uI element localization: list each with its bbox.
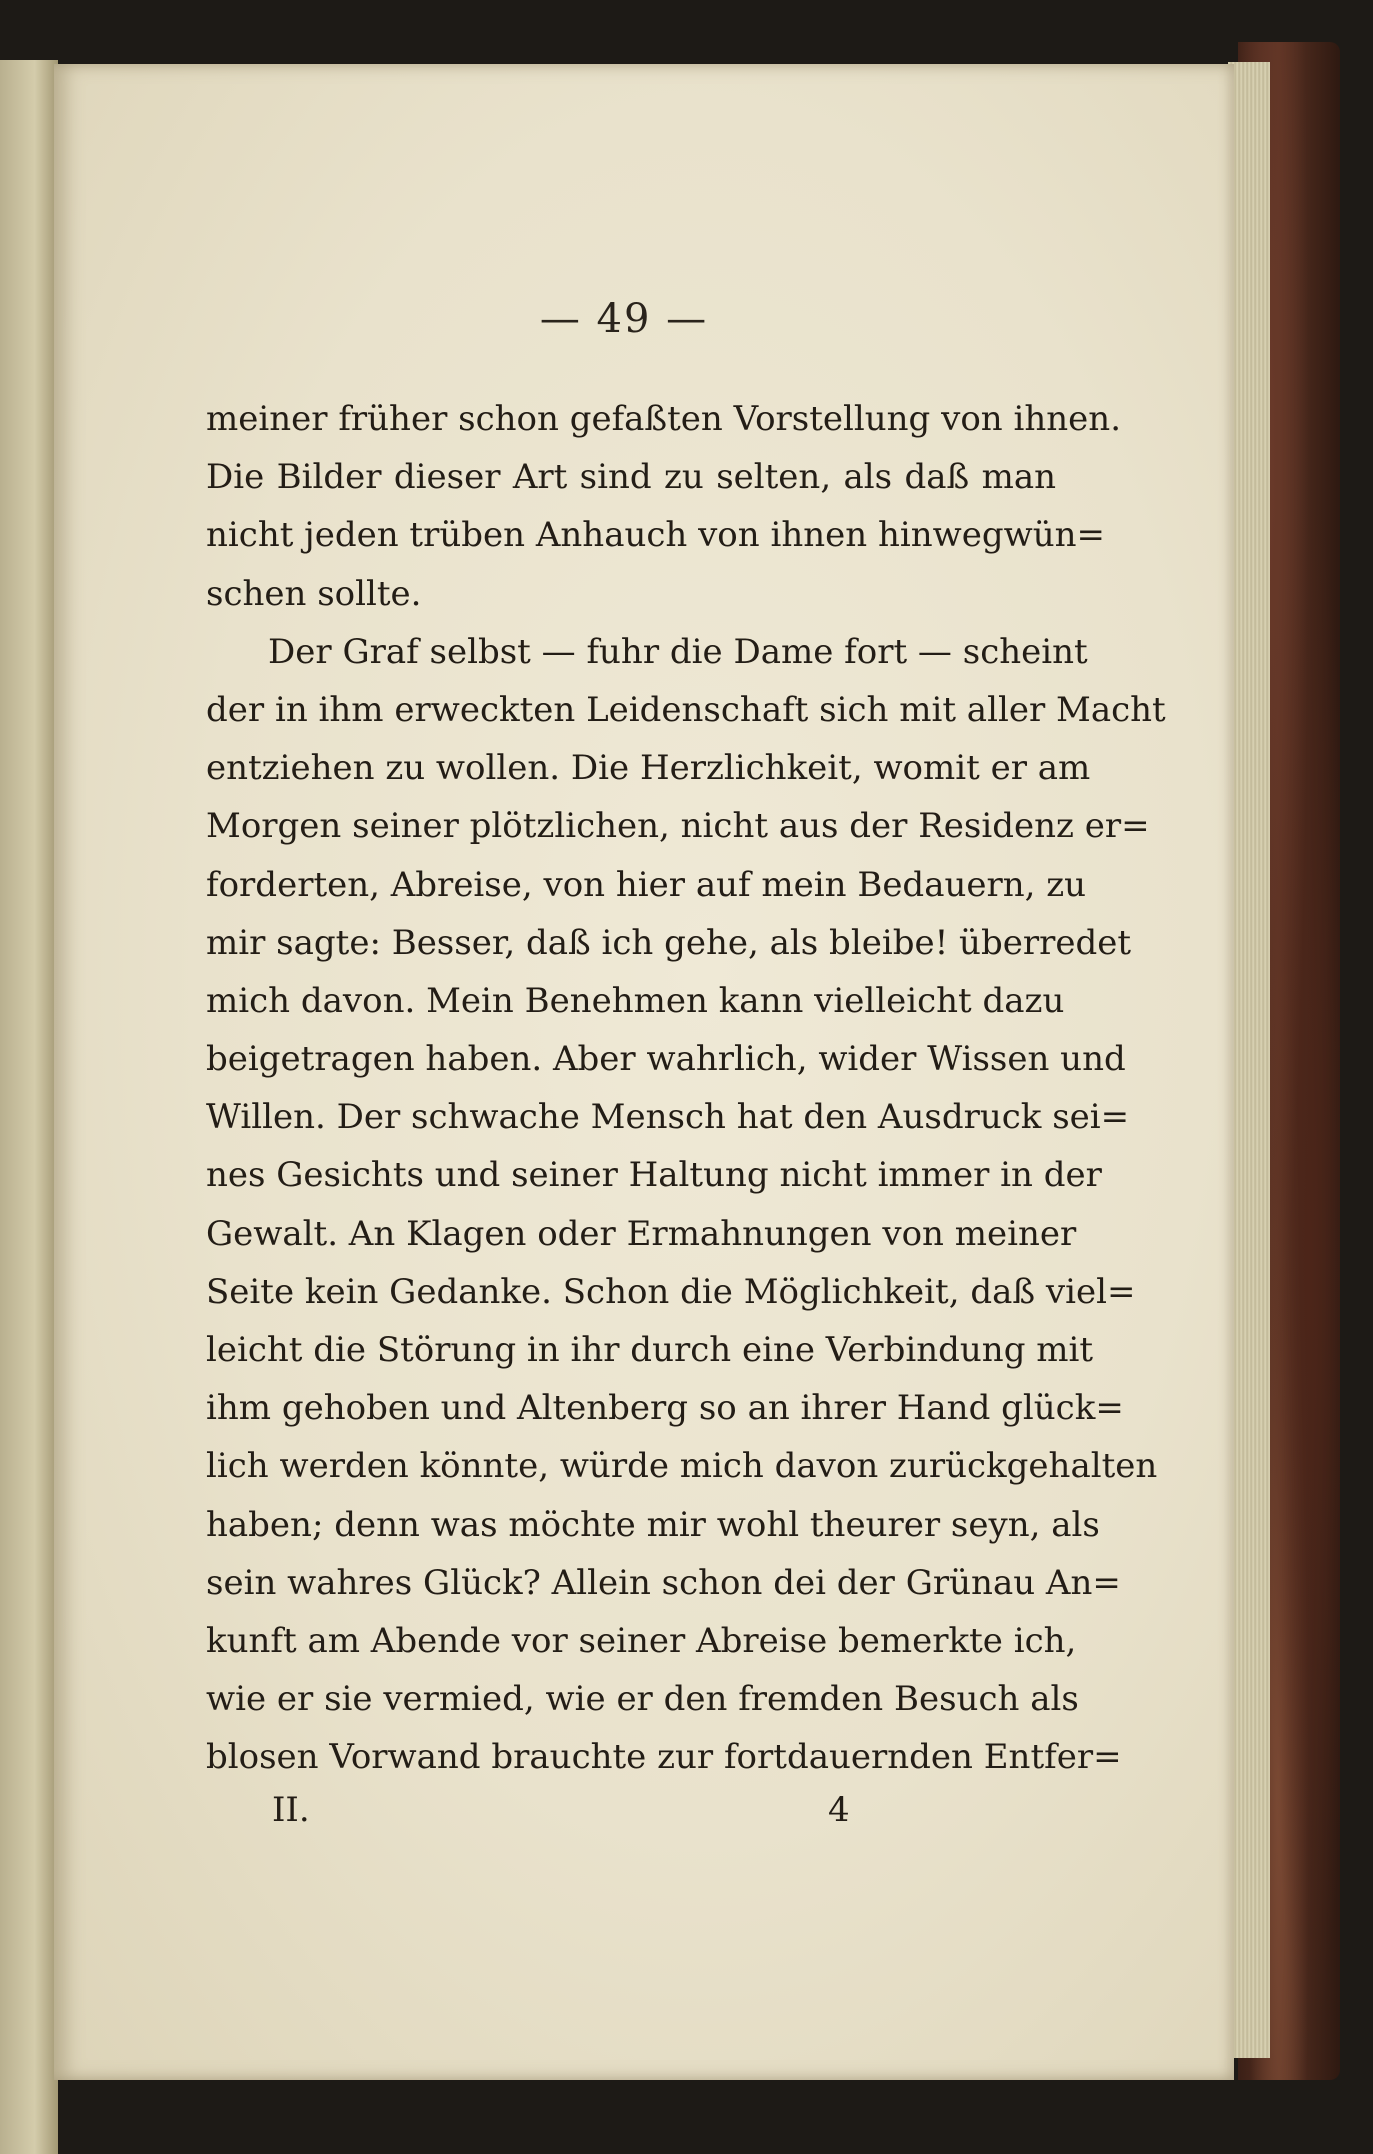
- body-text: [206, 390, 1166, 1787]
- text-line: nicht jeden trüben Anhauch von ihnen hinwegwün=: [206, 515, 1106, 556]
- text-line: nes Gesichts und seiner Haltung nicht immer in der: [206, 1155, 1102, 1196]
- text-line: Die Bilder dieser Art sind zu selten, als daß man: [206, 457, 1056, 498]
- text-line: mich davon. Mein Benehmen kann vielleicht dazu: [206, 980, 1065, 1021]
- text-line: ihm gehoben und Altenberg so an ihrer Hand glück=: [206, 1388, 1124, 1429]
- left-facing-page-edge: [0, 60, 58, 2154]
- text-line: wie er sie vermied, wie er den fremden Besuch als: [206, 1679, 1079, 1720]
- sheet-signature-number: 4: [828, 1790, 850, 1830]
- text-line: entziehen zu wollen. Die Herzlichkeit, womit er am: [206, 748, 1091, 789]
- page-edge-stack: [1228, 62, 1270, 2058]
- text-line: kunft am Abende vor seiner Abreise bemerkte ich,: [206, 1620, 1077, 1661]
- text-line: haben; denn was möchte mir wohl theurer seyn, als: [206, 1504, 1100, 1545]
- text-line: der in ihm erweckten Leidenschaft sich mit aller Macht: [206, 689, 1166, 730]
- text-line: Morgen seiner plötzlichen, nicht aus der Residenz er=: [206, 806, 1150, 847]
- text-line: sein wahres Glück? Allein schon dei der Grünau An=: [206, 1562, 1121, 1603]
- text-line: Der Graf selbst — fuhr die Dame fort — scheint: [268, 631, 1088, 672]
- text-line: lich werden könnte, würde mich davon zurückgehalten: [206, 1446, 1158, 1487]
- page-number-header: — 49 —: [539, 296, 709, 342]
- text-line: meiner früher schon gefaßten Vorstellung von ihnen.: [206, 399, 1122, 439]
- text-line: leicht die Störung in ihr durch eine Verbindung mit: [206, 1330, 1094, 1370]
- text-line: mir sagte: Besser, daß ich gehe, als bleibe! überredet: [206, 922, 1132, 963]
- text-line: Gewalt. An Klagen oder Ermahnungen von meiner: [206, 1213, 1077, 1254]
- text-line: forderten, Abreise, von hier auf mein Bedauern, zu: [206, 864, 1087, 905]
- text-line: beigetragen haben. Aber wahrlich, wider Wissen und: [206, 1039, 1126, 1080]
- text-line: Willen. Der schwache Mensch hat den Ausdruck sei=: [206, 1097, 1130, 1138]
- text-line: schen sollte.: [206, 573, 422, 614]
- text-line: Seite kein Gedanke. Schon die Möglichkeit, daß viel=: [206, 1271, 1136, 1312]
- volume-signature: II.: [272, 1790, 310, 1830]
- text-line: blosen Vorwand brauchte zur fortdauernden Entfer=: [206, 1737, 1122, 1778]
- book-page: [54, 64, 1234, 2080]
